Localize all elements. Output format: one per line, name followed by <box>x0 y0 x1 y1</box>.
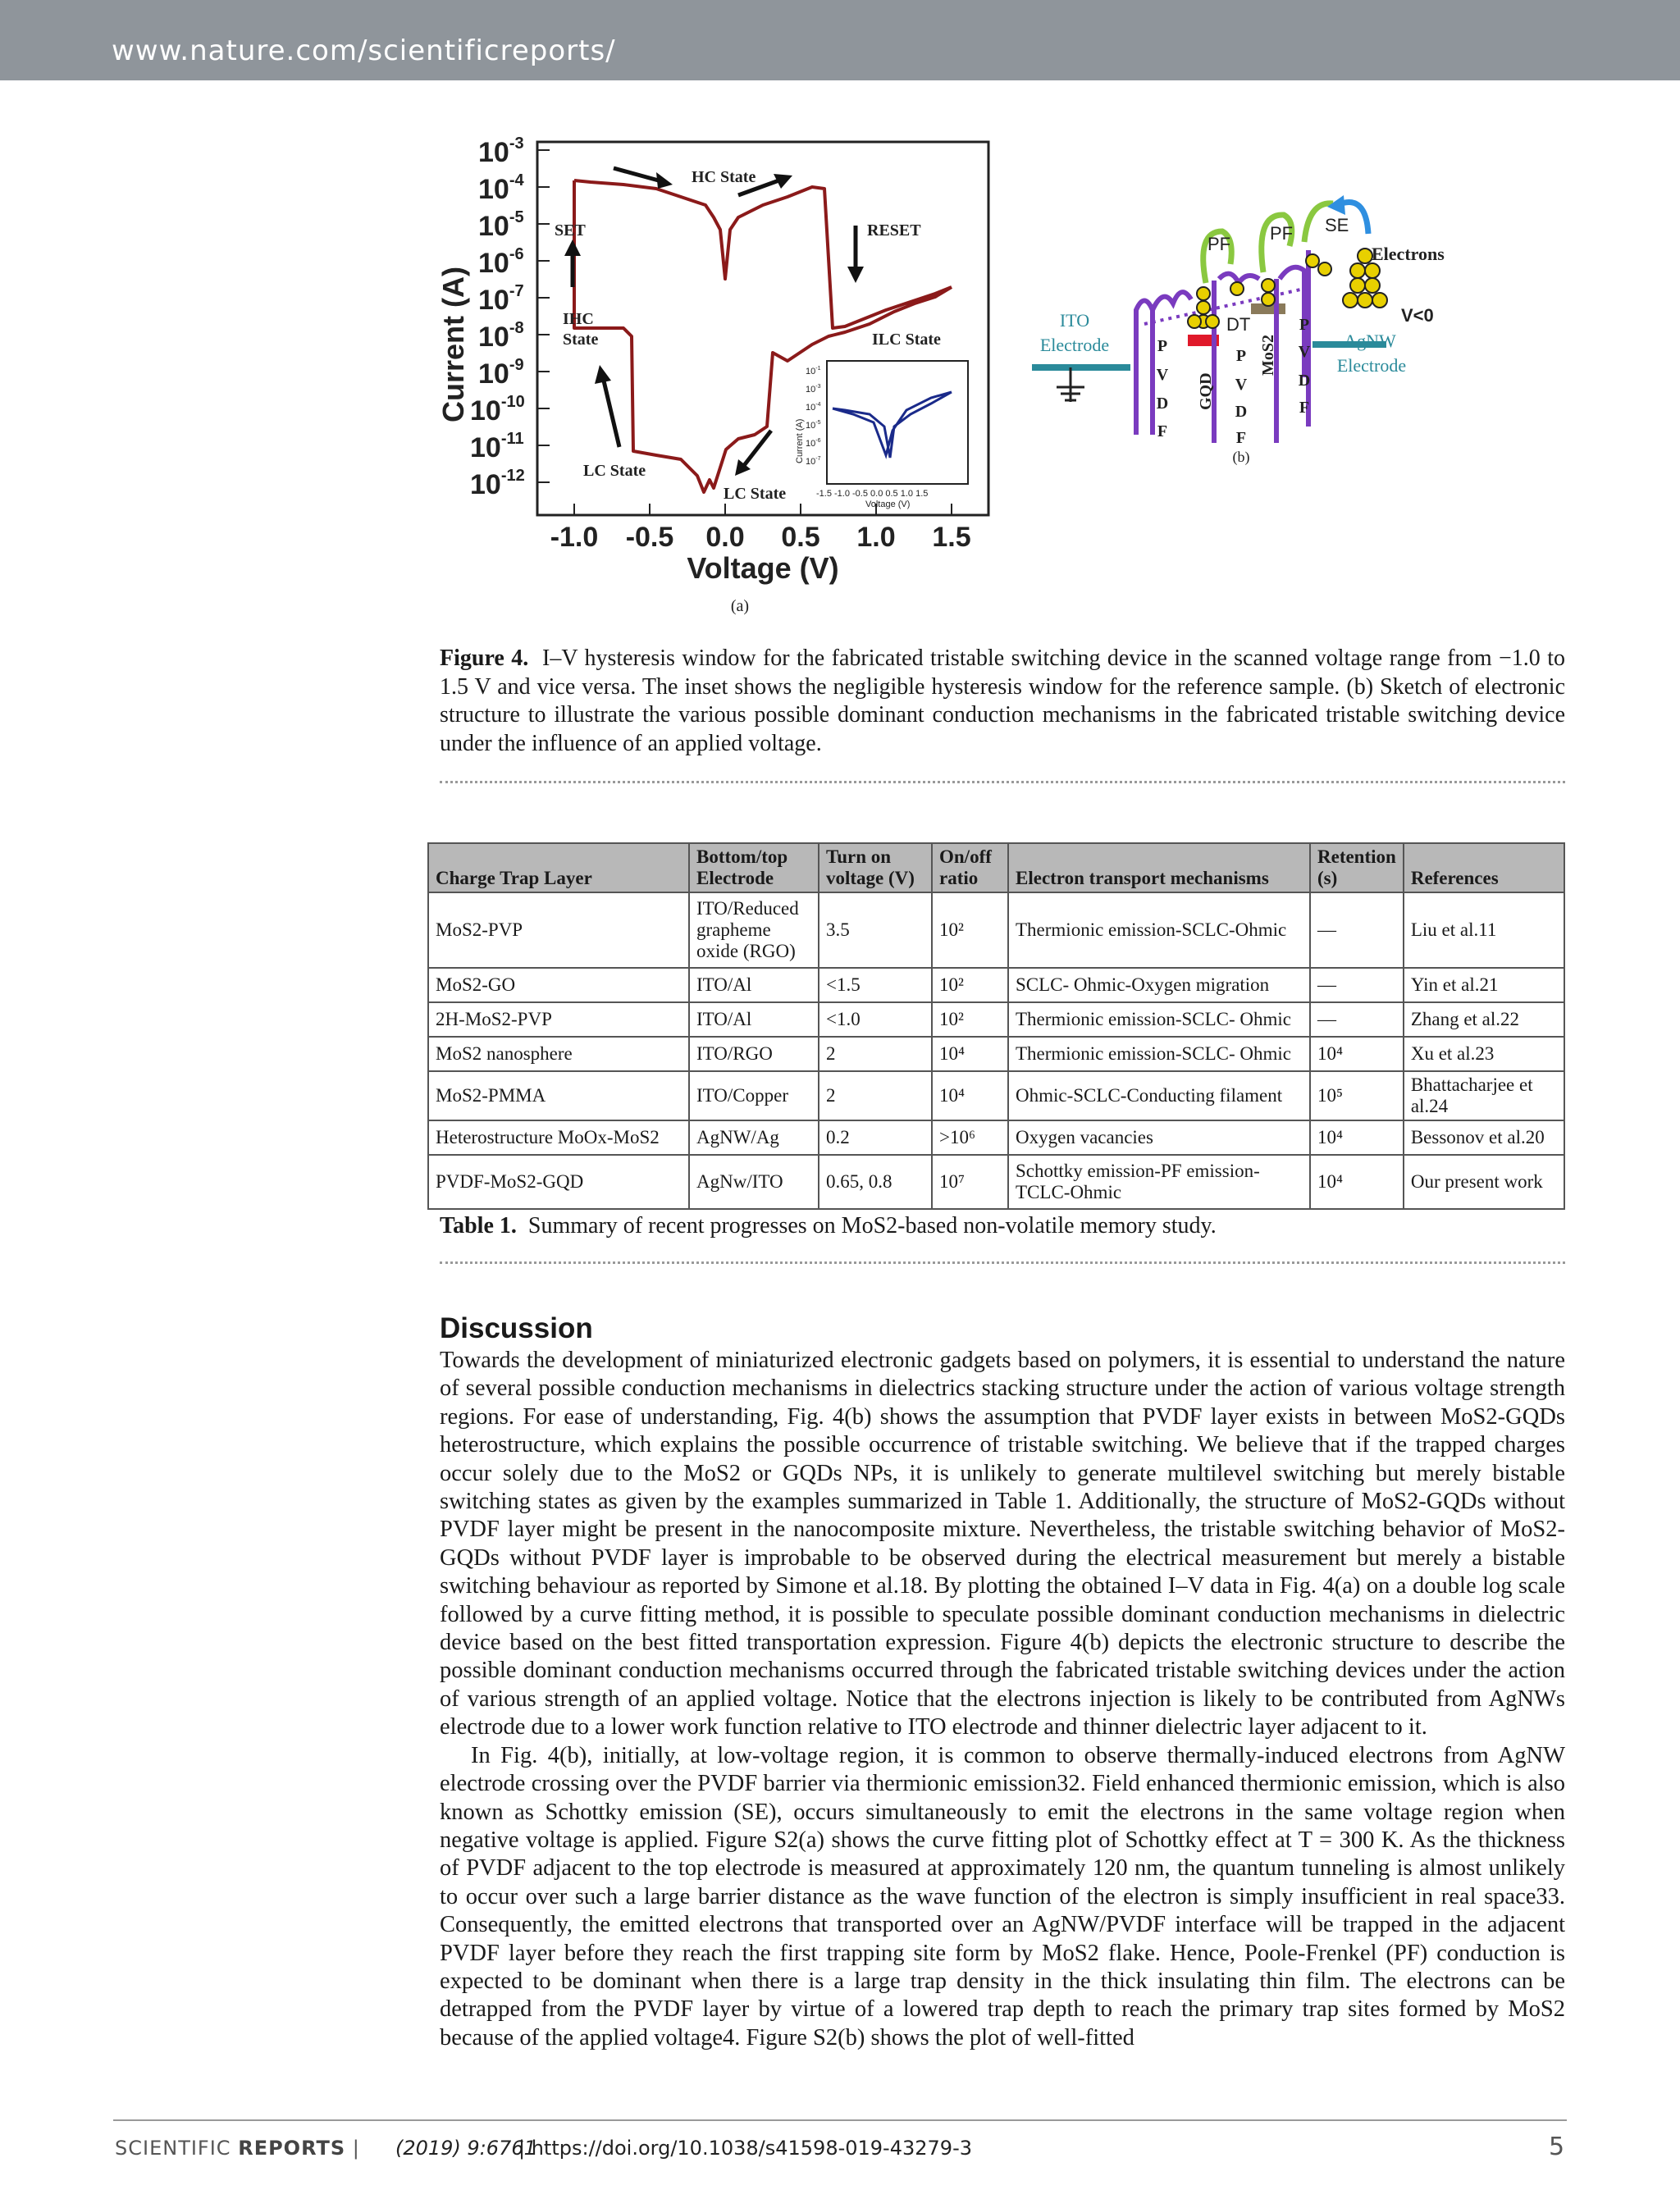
table-cell: Bhattacharjee et al.24 <box>1404 1071 1564 1120</box>
figure-caption-label: Figure 4. <box>440 646 529 671</box>
annot-hc-state: HC State <box>692 168 756 186</box>
ytick-label: $10^{-7}$ <box>478 282 524 316</box>
table-cell: Heterostructure MoOx-MoS2 <box>428 1120 689 1155</box>
electron-dots <box>1188 249 1387 328</box>
svg-text:F: F <box>1235 429 1247 447</box>
journal-name-bold: REPORTS <box>238 2137 346 2160</box>
footer-doi[interactable]: | https://doi.org/10.1038/s41598-019-43279-3 <box>518 2137 972 2160</box>
plot-a-xtick-labels <box>550 522 971 553</box>
label-agnw-electrode: Electrode <box>1336 355 1407 376</box>
xtick-label: 1.0 <box>856 522 896 553</box>
annot-ihc-state: IHC <box>563 310 594 328</box>
table-cell: Oxygen vacancies <box>1008 1120 1310 1155</box>
annot-reset: RESET <box>867 221 921 240</box>
inset-ytick: $10^{-4}$ <box>806 402 821 413</box>
inset-xticks: -1.5 -1.0 -0.5 0.0 0.5 1.0 1.5 <box>816 489 929 499</box>
table-row <box>428 1071 1564 1120</box>
table-row <box>428 1037 1564 1071</box>
figure-4 <box>0 123 1680 632</box>
table-cell: Liu et al.11 <box>1404 892 1564 968</box>
table-cell: Thermionic emission-SCLC- Ohmic <box>1008 1037 1310 1071</box>
table-cell: MoS2-PMMA <box>428 1071 689 1120</box>
figure-caption-text: I–V hysteresis window for the fabricated tristable switching device in the scanned voltage range from −1.0 to 1.5 V and vice versa. The inset shows the negligible hysteresis window for the reference sample. (b) Sketch of electronic structure to illustrate the various possible dominant conduction mechanisms in the fabricated tristable switching device under the influence of an applied voltage. <box>440 646 1565 756</box>
table-cell: 10⁴ <box>1310 1155 1404 1209</box>
plot-a-arrows <box>564 168 864 476</box>
plot-a-xlabel: Voltage (V) <box>687 551 839 585</box>
table-cell: 10⁷ <box>932 1155 1008 1209</box>
annot-lc-state-left: LC State <box>583 462 646 480</box>
panel-a-label: (a) <box>730 597 750 615</box>
table-cell: 2H-MoS2-PVP <box>428 1002 689 1037</box>
footer-journal: SCIENTIFIC REPORTS | <box>115 2137 360 2160</box>
label-vlt0: V<0 <box>1401 305 1434 326</box>
inset-ytick: $10^{-6}$ <box>806 438 821 449</box>
ytick-label: $10^{-12}$ <box>470 467 525 500</box>
table-cell: <1.5 <box>819 968 932 1002</box>
table-cell: SCLC- Ohmic-Oxygen migration <box>1008 968 1310 1002</box>
label-dt: DT <box>1226 314 1251 335</box>
table-header-row <box>428 843 1564 892</box>
table-cell: Thermionic emission-SCLC- Ohmic <box>1008 1002 1310 1037</box>
table-cell: ITO/Al <box>689 968 819 1002</box>
table-cell: 10⁴ <box>1310 1120 1404 1155</box>
ytick-label: $10^{-4}$ <box>478 171 524 205</box>
label-gqd: GQD <box>1197 372 1215 410</box>
svg-text:D: D <box>1298 372 1311 390</box>
th-mechanisms: Electron transport mechanisms <box>1008 843 1310 892</box>
svg-text:D: D <box>1235 403 1248 421</box>
annot-ihc-state-2: State <box>563 331 599 349</box>
inset-ytick: $10^{-1}$ <box>806 366 821 376</box>
pvdf-labels <box>1157 316 1311 447</box>
table-cell: AgNw/ITO <box>689 1155 819 1209</box>
annot-set: SET <box>555 221 586 240</box>
journal-name-light: SCIENTIFIC <box>115 2137 231 2160</box>
ito-label: ITO <box>1059 310 1090 331</box>
plot-a-ytick-labels <box>470 135 525 500</box>
svg-text:D: D <box>1156 395 1169 413</box>
caption-divider <box>440 781 1565 783</box>
svg-text:V: V <box>1235 376 1248 394</box>
table-cell: Our present work <box>1404 1155 1564 1209</box>
th-retention: Retention (s) <box>1310 843 1404 892</box>
site-banner <box>0 0 1680 80</box>
table-cell: Ohmic-SCLC-Conducting filament <box>1008 1071 1310 1120</box>
xtick-label: 0.5 <box>781 522 820 553</box>
table-caption <box>440 1212 1565 1241</box>
table-cell: 2 <box>819 1037 932 1071</box>
table-cell: ITO/Copper <box>689 1071 819 1120</box>
table-cell: 10⁴ <box>932 1037 1008 1071</box>
table-cell: MoS2 nanosphere <box>428 1037 689 1071</box>
table-cell: Yin et al.21 <box>1404 968 1564 1002</box>
th-electrode: Bottom/top Electrode <box>689 843 819 892</box>
table-cell: — <box>1310 1002 1404 1037</box>
th-charge-trap: Charge Trap Layer <box>428 843 689 892</box>
ytick-label: $10^{-6}$ <box>478 245 524 279</box>
ytick-label: $10^{-8}$ <box>478 319 524 353</box>
ytick-label: $10^{-11}$ <box>470 430 524 463</box>
footer-divider <box>113 2119 1567 2121</box>
inset-ytick: $10^{-5}$ <box>806 420 821 431</box>
annot-lc-state-bottom: LC State <box>724 485 787 503</box>
panel-b-label: (b) <box>1232 449 1250 465</box>
discussion-paragraph-2: In Fig. 4(b), initially, at low-voltage region, it is common to observe thermally-induced electrons from AgNW electrode crossing over the PVDF barrier via thermionic emission32. Field enhanced thermionic emission, which is also known as Schottky emission (SE), occurs simultaneously to emit the electrons in the same voltage region when negative voltage is applied. Figure S2(a) shows the curve fitting plot of Schottky effect at T = 300 K. As the thickness of PVDF adjacent to the top electrode is measured at approximately 120 nm, the quantum tunneling is almost unlikely to occur over such a large barrier distance as the wave function of the electron is simply insufficient in real space33. Consequently, the emitted electrons that transported over an AgNW/PVDF interface will be trapped in the adjacent PVDF layer before they reach the first trapping site form by MoS2 flake. Hence, Poole-Frenkel (PF) conduction is expected to be dominant when there is a large trap density in the thick insulating thin film. The electrons can be detrapped from the PVDF layer by virtue of a lowered trap depth to reach the primary trap sites formed by MoS2 because of the applied voltage4. Figure S2(b) shows the plot of well-fitted <box>440 1742 1565 2051</box>
ytick-label: $10^{-10}$ <box>470 393 525 427</box>
inset-ylabel: Current (A) <box>795 418 805 463</box>
table-cell: Bessonov et al.20 <box>1404 1120 1564 1155</box>
table-caption-label: Table 1. <box>440 1213 517 1239</box>
table-cell: 2 <box>819 1071 932 1120</box>
table-row <box>428 892 1564 968</box>
svg-text:P: P <box>1299 316 1310 334</box>
table-cell: 0.65, 0.8 <box>819 1155 932 1209</box>
table-1 <box>427 842 1565 1210</box>
section-heading-discussion: Discussion <box>440 1312 593 1344</box>
table-cell: Schottky emission-PF emission-TCLC-Ohmic <box>1008 1155 1310 1209</box>
band-diagram <box>1032 195 1445 466</box>
table-cell: 10² <box>932 1002 1008 1037</box>
table-cell: 10⁴ <box>1310 1037 1404 1071</box>
plot-a-yticks <box>537 150 550 482</box>
label-electrons: Electrons <box>1372 244 1445 264</box>
table-cell: ITO/Al <box>689 1002 819 1037</box>
table-cell: Xu et al.23 <box>1404 1037 1564 1071</box>
ytick-label: $10^{-9}$ <box>478 356 524 390</box>
table-row <box>428 1002 1564 1037</box>
discussion-body <box>440 1347 1565 2052</box>
label-pf-2: PF <box>1270 223 1294 244</box>
site-url[interactable]: www.nature.com/scientificreports/ <box>112 34 616 67</box>
svg-text:P: P <box>1235 347 1247 365</box>
label-agnw: AgNW <box>1344 331 1396 351</box>
table-cell: — <box>1310 892 1404 968</box>
discussion-paragraph-1: Towards the development of miniaturized electronic gadgets based on polymers, it is essential to understand the nature of several possible conduction mechanisms in dielectrics stacking structure under the action of various voltage strength regions. For ease of understanding, Fig. 4(b) shows the assumption that PVDF layer exists in between MoS2-GQDs heterostructure, which explains the possible occurrence of tristable switching. We believe that if the trapped charges occur solely due to the MoS2 or GQDs NPs, it is unlikely to generate multilevel switching but merely bistable switching states as given by the examples summarized in Table 1. Additionally, the structure of MoS2-GQDs without PVDF layer might be present in the nanocomposite mixture. Nevertheless, the tristable switching behavior of MoS2-GQDs without PVDF layer is improbable to be observed during the electrical measurement but merely a bistable switching behaviour as reported by Simone et al.18. By plotting the obtained I–V data in Fig. 4(a) on a double log scale followed by a curve fitting method, it is possible to speculate possible dominant conduction mechanisms in dielectric device based on the best fitted transportation expression. Figure 4(b) depicts the electronic structure to describe the possible dominant conduction mechanisms occurred through the fabricated tristable switching devices under the action of various strength of an applied voltage. Notice that the electrons injection is likely to be contributed from AgNWs electrode due to a lower work function relative to ITO electrode and thinner dielectric layer adjacent to it. <box>440 1348 1565 1740</box>
annot-ilc-state: ILC State <box>872 331 941 349</box>
table-cell: AgNW/Ag <box>689 1120 819 1155</box>
table-cell: 10² <box>932 892 1008 968</box>
inset-ytick: $10^{-7}$ <box>806 456 821 467</box>
table-cell: ITO/Reduced grapheme oxide (RGO) <box>689 892 819 968</box>
xtick-label: 0.0 <box>705 522 745 553</box>
table-cell: 10⁴ <box>932 1071 1008 1120</box>
svg-text:V: V <box>1298 343 1311 361</box>
xtick-label: -0.5 <box>625 522 674 553</box>
ytick-label: $10^{-3}$ <box>478 135 524 168</box>
table-cell: 3.5 <box>819 892 932 968</box>
table-cell: <1.0 <box>819 1002 932 1037</box>
table-cell: MoS2-GO <box>428 968 689 1002</box>
table-row <box>428 1120 1564 1155</box>
figure-caption <box>440 645 1565 758</box>
th-onoff: On/off ratio <box>932 843 1008 892</box>
table-cell: MoS2-PVP <box>428 892 689 968</box>
svg-text:F: F <box>1157 422 1168 440</box>
th-turn-on: Turn on voltage (V) <box>819 843 932 892</box>
table-divider <box>440 1261 1565 1264</box>
table-cell: 10⁵ <box>1310 1071 1404 1120</box>
table-cell: Zhang et al.22 <box>1404 1002 1564 1037</box>
table-cell: PVDF-MoS2-GQD <box>428 1155 689 1209</box>
table-row <box>428 1155 1564 1209</box>
th-references: References <box>1404 843 1564 892</box>
table-cell: Thermionic emission-SCLC-Ohmic <box>1008 892 1310 968</box>
svg-text:F: F <box>1299 399 1310 417</box>
table-cell: ITO/RGO <box>689 1037 819 1071</box>
table-caption-text: Summary of recent progresses on MoS2-based non-volatile memory study. <box>527 1213 1217 1239</box>
inset-ytick: $10^{-3}$ <box>806 384 821 395</box>
svg-text:V: V <box>1156 366 1169 384</box>
page-number: 5 <box>1549 2133 1565 2161</box>
table-cell: 0.2 <box>819 1120 932 1155</box>
ytick-label: $10^{-5}$ <box>478 208 524 242</box>
xtick-label: 1.5 <box>932 522 971 553</box>
xtick-label: -1.0 <box>550 522 599 553</box>
inset-xlabel: Voltage (V) <box>865 500 911 509</box>
table-row <box>428 968 1564 1002</box>
table-cell: — <box>1310 968 1404 1002</box>
ito-electrode-label: Electrode <box>1039 335 1110 355</box>
label-se: SE <box>1325 215 1349 235</box>
label-mos2: MoS2 <box>1259 335 1277 376</box>
label-pf-1: PF <box>1208 234 1231 254</box>
table-cell: 10² <box>932 968 1008 1002</box>
table-cell: >10⁶ <box>932 1120 1008 1155</box>
svg-text:P: P <box>1157 337 1168 355</box>
footer-citation: (2019) 9:6761 <box>395 2137 536 2160</box>
plot-a-ylabel: Current (A) <box>436 267 470 422</box>
